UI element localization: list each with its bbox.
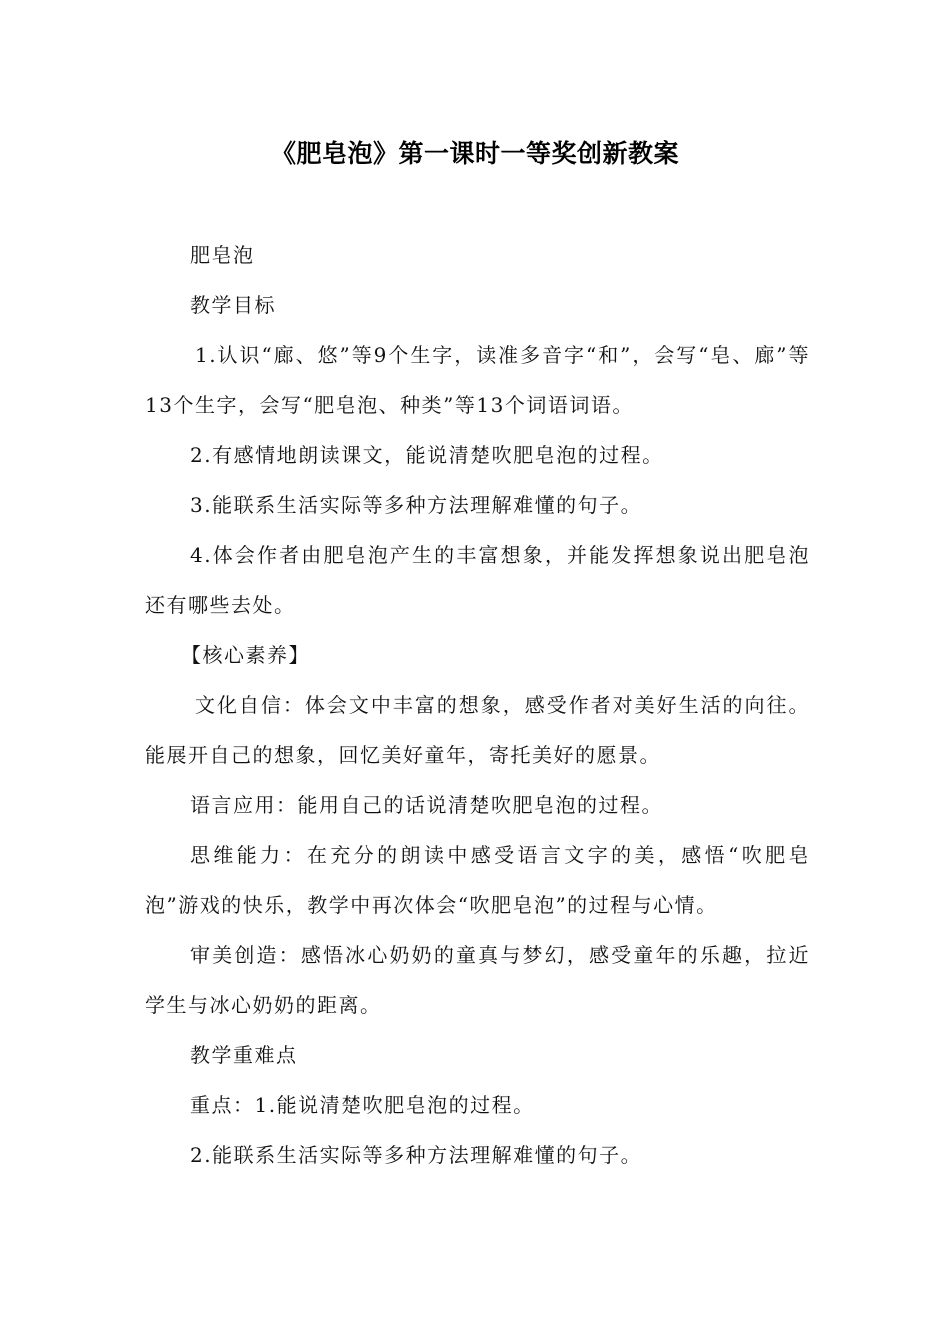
core-literacy-aesthetics: 审美创造：感悟冰心奶奶的童真与梦幻，感受童年的乐趣，拉近学生与冰心奶奶的距离。 <box>145 943 810 1017</box>
goal-item-2: 2.有感情地朗读课文，能说清楚吹肥皂泡的过程。 <box>190 443 664 467</box>
key-point-2: 2.能联系生活实际等多种方法理解难懂的句子。 <box>190 1143 643 1167</box>
lesson-name: 肥皂泡 <box>190 243 255 267</box>
goal-item-4: 4.体会作者由肥皂泡产生的丰富想象，并能发挥想象说出肥皂泡还有哪些去处。 <box>145 543 810 617</box>
key-point-1: 重点：1.能说清楚吹肥皂泡的过程。 <box>190 1093 535 1117</box>
document-title: 《肥皂泡》第一课时一等奖创新教案 <box>270 139 679 168</box>
core-literacy-language-use: 语言应用：能用自己的话说清楚吹肥皂泡的过程。 <box>190 793 663 817</box>
section-heading-core-literacy: 【核心素养】 <box>181 643 310 667</box>
section-heading-teaching-goals: 教学目标 <box>190 293 276 317</box>
section-heading-key-difficulties: 教学重难点 <box>190 1043 298 1067</box>
document-body <box>145 230 810 1180</box>
core-literacy-thinking: 思维能力：在充分的朗读中感受语言文字的美，感悟“吹肥皂泡”游戏的快乐，教学中再次体会“吹肥皂泡”的过程与心情。 <box>145 843 810 917</box>
goal-item-1: 1.认识“廊、悠”等9个生字，读准多音字“和”，会写“皂、廊”等13个生字，会写“肥皂泡、种类”等13个词语词语。 <box>145 343 810 417</box>
goal-item-3: 3.能联系生活实际等多种方法理解难懂的句子。 <box>190 493 643 517</box>
core-literacy-cultural-confidence: 文化自信：体会文中丰富的想象，感受作者对美好生活的向往。能展开自己的想象，回忆美好童年，寄托美好的愿景。 <box>145 693 810 767</box>
